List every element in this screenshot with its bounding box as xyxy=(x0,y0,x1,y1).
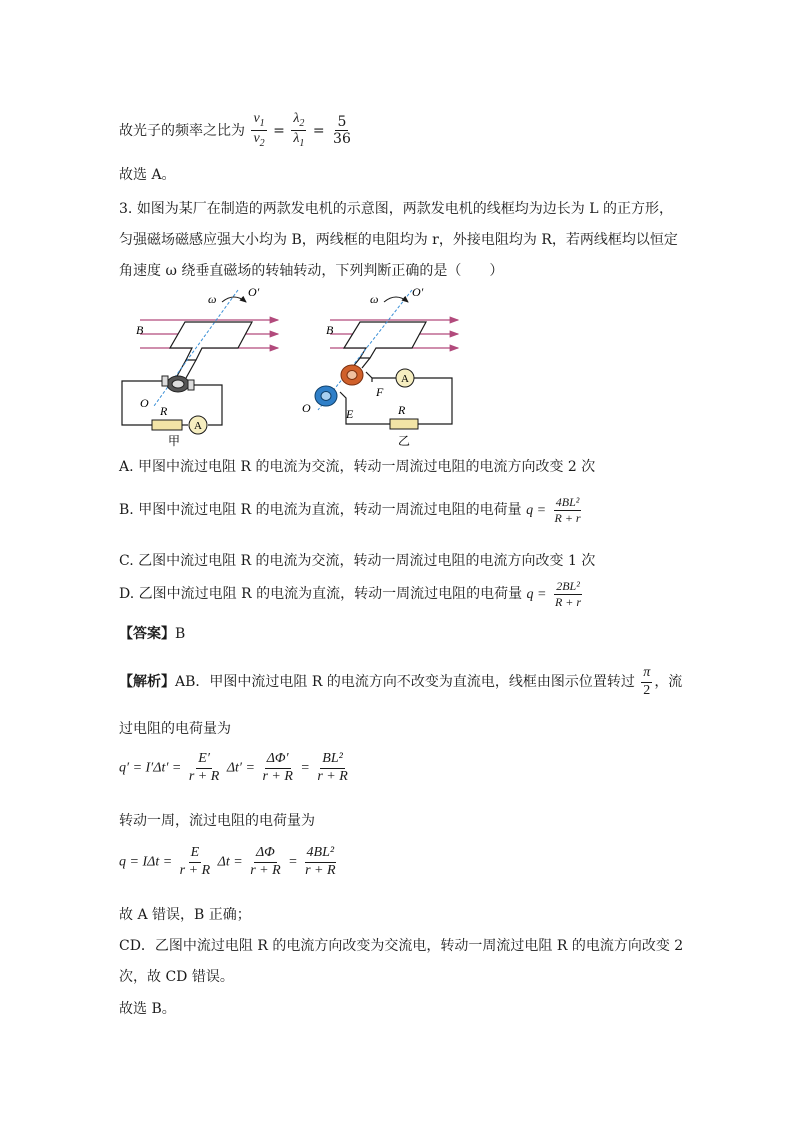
analysis-line-1: 【解析】AB．甲图中流过电阻 R 的电流方向不改变为直流电，线框由图示位置转过 $\frac{\pi}{2}$ ，流 xyxy=(119,665,683,698)
analysis-tag: 【解析】 xyxy=(119,674,175,691)
analysis-line-3: 转动一周，流过电阻的电荷量为 xyxy=(119,813,315,829)
generator-yi xyxy=(302,285,458,448)
analysis-line-6: 次，故 CD 错误。 xyxy=(119,969,234,985)
slip-ring-blue xyxy=(315,386,337,406)
svg-text:O′: O′ xyxy=(412,285,424,299)
intro-choose: 故选 A。 xyxy=(119,167,176,183)
question-line-1: 3. 如图为某厂在制造的两款发电机的示意图，两款发电机的线框均为边长为 L 的正方形， xyxy=(119,201,674,217)
brush-label-f: F xyxy=(376,385,384,399)
analysis-line-4: 故 A 错误，B 正确； xyxy=(119,907,251,923)
figure-label-jia: 甲 xyxy=(168,434,181,448)
question-line-2: 匀强磁场磁感应强大小均为 B，两线框的电阻均为 r，外接电阻均为 R，若两线框均以恒定 xyxy=(119,232,678,248)
intro-ratio-line: 故光子的频率之比为 $\frac{\nu_1}{\nu_2}$ = $\frac{\lambda_2}{\lambda_1}$ = $\frac{5}{36}$ xyxy=(119,111,351,150)
axis-label-o-prime: O′ xyxy=(248,285,260,299)
answer-line xyxy=(119,623,185,643)
analysis-line-7: 故选 B。 xyxy=(119,1001,176,1017)
question-number: 3. xyxy=(119,201,133,217)
ratio-frac-nu: $\frac{\nu_1}{\nu_2}$ xyxy=(253,111,265,150)
equation-2: q = IΔt = $\frac{E}{r + R}$ Δt = $\frac{\Delta\Phi}{r + R}$ = $\frac{\text{4BL²}}{r + R}$ xyxy=(119,845,336,878)
svg-text:B: B xyxy=(326,323,334,337)
ratio-frac-value: $\frac{5}{36}$ xyxy=(333,113,351,148)
answer-tag: 【答案】 xyxy=(119,626,175,642)
question-line-3: 角速度 ω 绕垂直磁场的转轴转动，下列判断正确的是（ ） xyxy=(119,263,504,279)
ratio-frac-lambda: $\frac{\lambda_2}{\lambda_1}$ xyxy=(293,111,305,150)
axis-label-o: O xyxy=(140,396,149,410)
answer-value: B xyxy=(175,626,186,642)
svg-text:O: O xyxy=(302,401,311,415)
brush-label-e: E xyxy=(346,407,354,421)
svg-text:ω: ω xyxy=(370,292,379,306)
analysis-line-5: CD．乙图中流过电阻 R 的电流方向改变为交流电，转动一周流过电阻 R 的电流方向改变 2 xyxy=(119,938,684,954)
svg-text:A: A xyxy=(194,420,202,432)
option-b: B. 甲图中流过电阻 R 的电流为直流，转动一周流过电阻的电荷量 q = $\frac{\text{4BL²}}{R + r}$ xyxy=(119,495,581,525)
omega-label: ω xyxy=(208,292,217,306)
option-d: D. 乙图中流过电阻 R 的电流为直流，转动一周流过电阻的电荷量 q = $\frac{\text{2BL²}}{R + r}$ xyxy=(119,579,582,609)
field-label-b: B xyxy=(136,323,144,337)
option-c: C. 乙图中流过电阻 R 的电流为交流，转动一周流过电阻的电流方向改变 1 次 xyxy=(119,553,596,569)
generator-figure xyxy=(110,282,470,452)
slip-ring-orange xyxy=(341,365,363,385)
svg-text:R: R xyxy=(398,403,406,417)
resistor xyxy=(152,420,182,430)
analysis-line-2: 过电阻的电荷量为 xyxy=(119,721,231,737)
coil-frame xyxy=(344,322,426,358)
resistor-label: R xyxy=(160,404,168,418)
option-a: A. 甲图中流过电阻 R 的电流为交流，转动一周流过电阻的电流方向改变 2 次 xyxy=(119,459,596,475)
generator-jia xyxy=(122,285,278,448)
commutator xyxy=(162,376,194,392)
resistor xyxy=(390,419,418,429)
figure-label-yi: 乙 xyxy=(398,434,411,448)
intro-ratio-text: 故光子的频率之比为 xyxy=(119,122,245,139)
equation-1: q′ = I′Δt′ = $\frac{E'}{r + R}$ Δt′ = $\frac{\Delta\Phi'}{r + R}$ = $\frac{\text{BL²}}{r + R}$ xyxy=(119,751,348,784)
svg-text:A: A xyxy=(401,373,409,385)
